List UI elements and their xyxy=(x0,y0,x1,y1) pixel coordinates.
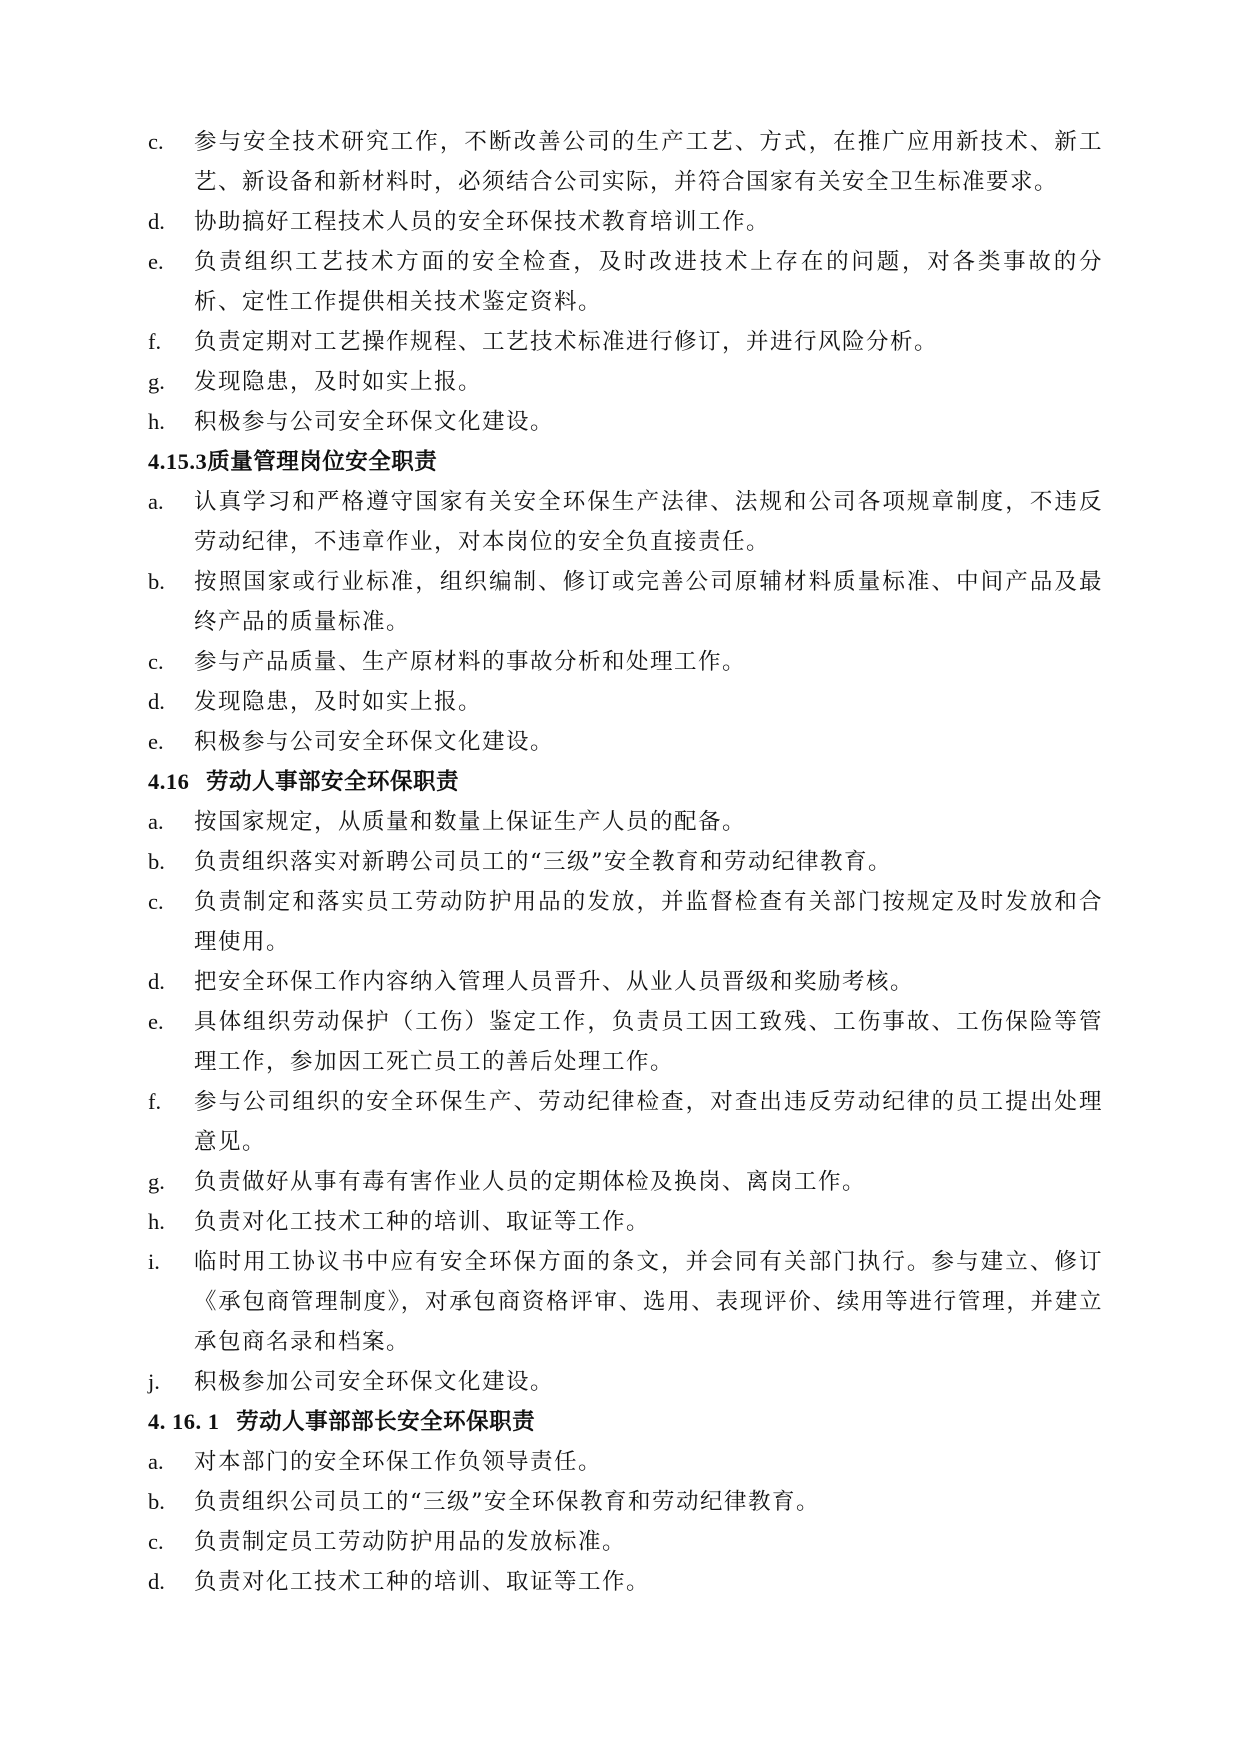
item-text: 发现隐患，及时如实上报。 xyxy=(194,369,483,395)
list-item xyxy=(148,1482,1103,1522)
item-letter: g. xyxy=(148,369,165,394)
item-letter: a. xyxy=(148,809,164,834)
list-item xyxy=(148,1242,1103,1362)
item-text: 积极参与公司安全环保文化建设。 xyxy=(194,409,555,435)
item-letter: a. xyxy=(148,1449,164,1474)
item-text: 临时用工协议书中应有安全环保方面的条文，并会同有关部门执行。参与建立、修订《承包商管理制度》，对承包商资格评审、选用、表现评价、续用等进行管理，并建立承包商名录和档案。 xyxy=(194,1249,1103,1355)
section-continuation xyxy=(148,122,1103,442)
item-letter: i. xyxy=(148,1249,160,1274)
list-item xyxy=(148,402,1103,442)
item-text: 负责组织工艺技术方面的安全检查，及时改进技术上存在的问题，对各类事故的分析、定性工作提供相关技术鉴定资料。 xyxy=(194,249,1103,315)
item-text: 积极参与公司安全环保文化建设。 xyxy=(194,729,555,755)
list-item xyxy=(148,482,1103,562)
item-letter: f. xyxy=(148,329,162,354)
item-letter: d. xyxy=(148,209,165,234)
item-letter: a. xyxy=(148,489,164,514)
item-letter: c. xyxy=(148,129,164,154)
item-text: 负责组织落实对新聘公司员工的“三级”安全教育和劳动纪律教育。 xyxy=(194,849,893,875)
list-item xyxy=(148,642,1103,682)
item-text: 参与安全技术研究工作，不断改善公司的生产工艺、方式，在推广应用新技术、新工艺、新设备和新材料时，必须结合公司实际，并符合国家有关安全卫生标准要求。 xyxy=(194,129,1103,195)
item-letter: b. xyxy=(148,1489,165,1514)
section-heading xyxy=(148,1402,1103,1442)
item-letter: d. xyxy=(148,1569,165,1594)
list-item xyxy=(148,562,1103,642)
item-letter: e. xyxy=(148,729,164,754)
item-letter: b. xyxy=(148,569,165,594)
heading-number: 4.16 xyxy=(148,769,190,794)
list-item xyxy=(148,122,1103,202)
item-letter: f. xyxy=(148,1089,162,1114)
list-item xyxy=(148,1562,1103,1602)
item-letter: e. xyxy=(148,1009,164,1034)
item-text: 负责制定员工劳动防护用品的发放标准。 xyxy=(194,1529,627,1555)
list-item xyxy=(148,842,1103,882)
document-body xyxy=(148,122,1103,1602)
item-letter: c. xyxy=(148,649,164,674)
list-item xyxy=(148,242,1103,322)
section-heading xyxy=(148,762,1103,802)
item-letter: b. xyxy=(148,849,165,874)
item-letter: h. xyxy=(148,1209,165,1234)
item-letter: c. xyxy=(148,889,164,914)
item-letter: h. xyxy=(148,409,165,434)
heading-title: 劳动人事部安全环保职责 xyxy=(206,769,460,795)
item-text: 参与公司组织的安全环保生产、劳动纪律检查，对查出违反劳动纪律的员工提出处理意见。 xyxy=(194,1089,1103,1155)
list-item xyxy=(148,322,1103,362)
section-heading xyxy=(148,442,1103,482)
section-hr-department xyxy=(148,762,1103,1402)
item-text: 负责定期对工艺操作规程、工艺技术标准进行修订，并进行风险分析。 xyxy=(194,329,939,355)
list-item xyxy=(148,1002,1103,1082)
list-item xyxy=(148,962,1103,1002)
item-letter: d. xyxy=(148,689,165,714)
list-item xyxy=(148,882,1103,962)
section-quality-management xyxy=(148,442,1103,762)
section-hr-director xyxy=(148,1402,1103,1602)
heading-title: 质量管理岗位安全职责 xyxy=(207,449,438,475)
item-text: 负责组织公司员工的“三级”安全环保教育和劳动纪律教育。 xyxy=(194,1489,821,1515)
item-text: 参与产品质量、生产原材料的事故分析和处理工作。 xyxy=(194,649,747,675)
list-item xyxy=(148,1362,1103,1402)
item-text: 按照国家或行业标准，组织编制、修订或完善公司原辅材料质量标准、中间产品及最终产品的质量标准。 xyxy=(194,569,1103,635)
item-text: 对本部门的安全环保工作负领导责任。 xyxy=(194,1449,603,1475)
item-letter: e. xyxy=(148,249,164,274)
heading-number: 4.15.3 xyxy=(148,449,208,474)
item-text: 发现隐患，及时如实上报。 xyxy=(194,689,483,715)
item-text: 具体组织劳动保护（工伤）鉴定工作，负责员工因工致残、工伤事故、工伤保险等管理工作，参加因工死亡员工的善后处理工作。 xyxy=(194,1009,1103,1075)
item-text: 负责对化工技术工种的培训、取证等工作。 xyxy=(194,1569,651,1595)
list-item xyxy=(148,1522,1103,1562)
list-item xyxy=(148,1202,1103,1242)
heading-title: 劳动人事部部长安全环保职责 xyxy=(236,1409,536,1435)
item-letter: d. xyxy=(148,969,165,994)
heading-number: 4. 16. 1 xyxy=(148,1409,220,1434)
list-item xyxy=(148,1162,1103,1202)
list-item xyxy=(148,682,1103,722)
item-letter: g. xyxy=(148,1169,165,1194)
list-item xyxy=(148,802,1103,842)
item-text: 把安全环保工作内容纳入管理人员晋升、从业人员晋级和奖励考核。 xyxy=(194,969,915,995)
item-text: 负责做好从事有毒有害作业人员的定期体检及换岗、离岗工作。 xyxy=(194,1169,867,1195)
item-text: 积极参加公司安全环保文化建设。 xyxy=(194,1369,555,1395)
item-text: 认真学习和严格遵守国家有关安全环保生产法律、法规和公司各项规章制度，不违反劳动纪律，不违章作业，对本岗位的安全负直接责任。 xyxy=(194,489,1103,555)
item-text: 协助搞好工程技术人员的安全环保技术教育培训工作。 xyxy=(194,209,771,235)
item-text: 负责对化工技术工种的培训、取证等工作。 xyxy=(194,1209,651,1235)
list-item xyxy=(148,1082,1103,1162)
list-item xyxy=(148,1442,1103,1482)
item-letter: j. xyxy=(148,1369,160,1394)
item-letter: c. xyxy=(148,1529,164,1554)
item-text: 按国家规定，从质量和数量上保证生产人员的配备。 xyxy=(194,809,747,835)
list-item xyxy=(148,362,1103,402)
list-item xyxy=(148,722,1103,762)
list-item xyxy=(148,202,1103,242)
item-text: 负责制定和落实员工劳动防护用品的发放，并监督检查有关部门按规定及时发放和合理使用。 xyxy=(194,889,1103,955)
